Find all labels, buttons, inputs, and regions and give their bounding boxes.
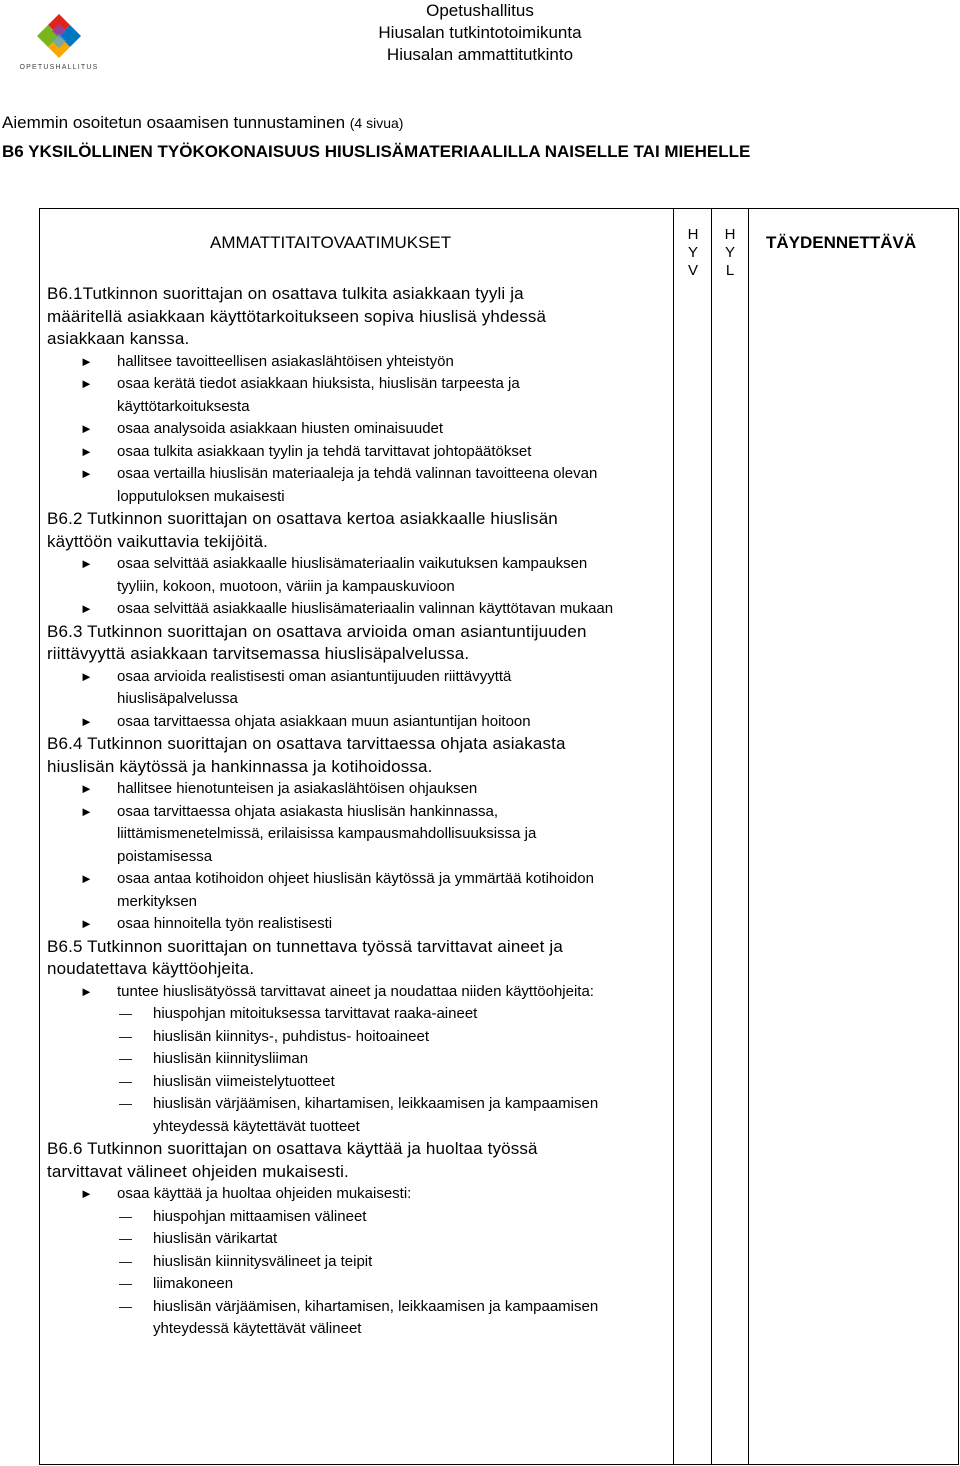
- list-item: [47, 913, 672, 936]
- triangle-bullet-icon: ►: [80, 781, 93, 796]
- requirement-section: [47, 283, 672, 508]
- list-item-text: hiuslisän värjäämisen, kihartamisen, leikkaamisen ja kampaamisen: [153, 1095, 599, 1112]
- list-item: [47, 981, 672, 1004]
- dash-bullet-icon: —: [119, 1208, 132, 1224]
- list-item-text: osaa selvittää asiakkaalle hiuslisämateriaalin valinnan käyttötavan mukaan: [117, 600, 614, 617]
- list-item-text: hiuslisän kiinnitysvälineet ja teipit: [153, 1252, 373, 1270]
- requirement-section: [47, 936, 672, 1139]
- section-heading-line: B6.4 Tutkinnon suorittajan on osattava tarvittaessa ohjata asiakasta: [47, 734, 566, 753]
- list-item-text: hiuslisän kiinnitysliiman: [153, 1050, 309, 1067]
- header-letter: Y: [724, 244, 735, 261]
- list-item: [47, 688, 672, 711]
- list-item: [47, 846, 672, 869]
- dash-bullet-icon: —: [119, 1096, 132, 1111]
- unit-title: B6 YKSILÖLLINEN TYÖKOKONAISUUS HIUSLISÄMATERIAALILLA NAISELLE TAI MIEHELLE: [2, 142, 751, 161]
- sub-list-item: [47, 1318, 672, 1341]
- document-title: [2, 113, 403, 133]
- list-item-text: yhteydessä käytettävät välineet: [153, 1320, 362, 1337]
- dash-bullet-icon: —: [119, 1253, 132, 1269]
- column-header-hyv: [675, 226, 711, 280]
- list-item: [47, 891, 672, 914]
- list-item-text: merkityksen: [117, 892, 198, 910]
- list-item-text: osaa käyttää ja huoltaa ohjeiden mukaisesti:: [117, 1185, 412, 1202]
- triangle-bullet-icon: ►: [80, 353, 93, 369]
- list-item: [47, 778, 672, 801]
- triangle-bullet-icon: ►: [80, 443, 93, 459]
- column-header-requirements: AMMATTITAITOVAATIMUKSET: [210, 233, 452, 252]
- section-heading-line: tarvittavat välineet ohjeiden mukaisesti.: [47, 1161, 349, 1181]
- sub-list-item: [47, 1026, 672, 1049]
- list-item-text: hiuslisän värikartat: [153, 1230, 278, 1247]
- section-heading-line: riittävyyttä asiakkaan tarvitsemassa hiuslisäpalvelussa.: [47, 644, 470, 663]
- list-item: [47, 351, 672, 374]
- dash-bullet-icon: —: [119, 1006, 132, 1021]
- section-heading-line: käyttöön vaikuttavia tekijöitä.: [47, 531, 269, 551]
- dash-bullet-icon: —: [119, 1051, 132, 1066]
- sub-list-item: [47, 1116, 672, 1139]
- sub-list-item: [47, 1093, 672, 1116]
- dash-bullet-icon: —: [119, 1298, 132, 1314]
- sub-list-item: [47, 1251, 672, 1274]
- triangle-bullet-icon: ►: [80, 376, 93, 391]
- list-item: [47, 801, 672, 824]
- column-header-hyl: [712, 226, 748, 280]
- header-letter: L: [725, 262, 735, 279]
- dash-bullet-icon: —: [119, 1231, 132, 1246]
- triangle-bullet-icon: ►: [80, 983, 93, 999]
- section-heading-line: hiuslisän käytössä ja hankinnassa ja kotihoidossa.: [47, 756, 433, 776]
- dash-bullet-icon: —: [119, 1073, 132, 1089]
- list-item-text: liimakoneen: [153, 1275, 234, 1292]
- list-item-text: hiuslisän värjäämisen, kihartamisen, leikkaamisen ja kampaamisen: [153, 1297, 599, 1315]
- list-item-text: käyttötarkoituksesta: [117, 397, 250, 415]
- list-item: [47, 396, 672, 419]
- list-item-text: hallitsee tavoitteellisen asiakaslähtöisen yhteistyön: [117, 352, 454, 370]
- list-item: [47, 711, 672, 734]
- section-heading-line: määritellä asiakkaan käyttötarkoitukseen sopiva hiuslisä yhdessä: [47, 306, 547, 326]
- column-divider: [673, 208, 674, 1465]
- column-header-supplement: TÄYDENNETTÄVÄ: [766, 233, 917, 252]
- triangle-bullet-icon: ►: [80, 713, 93, 729]
- requirements-content: [47, 283, 672, 1341]
- triangle-bullet-icon: ►: [80, 556, 93, 571]
- section-heading-line: B6.3 Tutkinnon suorittajan on osattava arvioida oman asiantuntijuuden: [47, 621, 587, 641]
- list-item-text: osaa vertailla hiuslisän materiaaleja ja tehdä valinnan tavoitteena olevan: [117, 465, 598, 482]
- list-item: [47, 823, 672, 846]
- triangle-bullet-icon: ►: [80, 803, 93, 819]
- section-heading-line: B6.6 Tutkinnon suorittajan on osattava käyttää ja huoltaa työssä: [47, 1139, 538, 1158]
- sub-list-item: [47, 1071, 672, 1094]
- list-item: [47, 666, 672, 689]
- header-letter: H: [724, 226, 736, 243]
- header-org: Opetushallitus: [426, 1, 534, 20]
- sub-list-item: [47, 1228, 672, 1251]
- triangle-bullet-icon: ►: [80, 466, 93, 481]
- dash-bullet-icon: —: [119, 1276, 132, 1291]
- sub-list-item: [47, 1206, 672, 1229]
- section-heading-line: asiakkaan kanssa.: [47, 329, 190, 348]
- list-item: [47, 1183, 672, 1206]
- list-item: [47, 463, 672, 486]
- triangle-bullet-icon: ►: [80, 871, 93, 886]
- list-item: [47, 441, 672, 464]
- section-heading-line: B6.2 Tutkinnon suorittajan on osattava kertoa asiakkaalle hiuslisän: [47, 509, 558, 528]
- list-item-text: hiuslisän viimeistelytuotteet: [153, 1072, 335, 1090]
- dash-bullet-icon: —: [119, 1028, 132, 1044]
- list-item-text: osaa selvittää asiakkaalle hiuslisämateriaalin vaikutuksen kampauksen: [117, 555, 588, 572]
- list-item-text: osaa tarvittaessa ohjata asiakkaan muun asiantuntijan hoitoon: [117, 712, 531, 730]
- sub-list-item: [47, 1296, 672, 1319]
- requirement-section: [47, 1138, 672, 1341]
- list-item-text: yhteydessä käytettävät tuotteet: [153, 1117, 360, 1135]
- header-letter: H: [687, 226, 699, 243]
- list-item-text: hiuspohjan mitoituksessa tarvittavat raaka-aineet: [153, 1005, 478, 1022]
- list-item: [47, 553, 672, 576]
- triangle-bullet-icon: ►: [80, 601, 93, 616]
- list-item-text: lopputuloksen mukaisesti: [117, 487, 285, 505]
- list-item-text: osaa kerätä tiedot asiakkaan hiuksista, hiuslisän tarpeesta ja: [117, 375, 520, 392]
- list-item-text: osaa arvioida realistisesti oman asiantuntijuuden riittävyyttä: [117, 667, 512, 685]
- list-item: [47, 576, 672, 599]
- list-item-text: tyyliin, kokoon, muotoon, väriin ja kampauskuvioon: [117, 577, 455, 595]
- list-item-text: poistamisessa: [117, 847, 213, 865]
- header-letter: Y: [687, 244, 698, 261]
- title-text: Aiemmin osoitetun osaamisen tunnustaminen: [2, 113, 346, 132]
- page-count: (4 sivua): [349, 115, 404, 131]
- header-committee: Hiusalan tutkintotoimikunta: [378, 23, 582, 42]
- list-item-text: tuntee hiuslisätyössä tarvittavat aineet ja noudattaa niiden käyttöohjeita:: [117, 982, 594, 1000]
- header-letter: V: [687, 262, 698, 279]
- list-item-text: hiuslisän kiinnitys-, puhdistus- hoitoaineet: [153, 1027, 429, 1045]
- header-degree: Hiusalan ammattitutkinto: [386, 45, 574, 64]
- triangle-bullet-icon: ►: [80, 916, 93, 931]
- list-item-text: osaa tulkita asiakkaan tyylin ja tehdä tarvittavat johtopäätökset: [117, 442, 532, 460]
- list-item-text: osaa antaa kotihoidon ohjeet hiuslisän käytössä ja ymmärtää kotihoidon: [117, 870, 594, 887]
- requirement-section: [47, 508, 672, 621]
- list-item-text: osaa tarvittaessa ohjata asiakasta hiuslisän hankinnassa,: [117, 802, 499, 820]
- sub-list-item: [47, 1273, 672, 1296]
- list-item: [47, 486, 672, 509]
- column-divider: [711, 208, 712, 1465]
- logo-text: OPETUSHALLITUS: [19, 64, 99, 71]
- section-heading-line: B6.5 Tutkinnon suorittajan on tunnettava työssä tarvittavat aineet ja: [47, 936, 563, 956]
- list-item: [47, 598, 672, 621]
- list-item: [47, 373, 672, 396]
- section-heading-line: noudatettava käyttöohjeita.: [47, 959, 255, 978]
- triangle-bullet-icon: ►: [80, 421, 93, 436]
- sub-list-item: [47, 1003, 672, 1026]
- list-item-text: osaa analysoida asiakkaan hiusten ominaisuudet: [117, 420, 444, 437]
- list-item-text: hiuspohjan mittaamisen välineet: [153, 1207, 367, 1225]
- column-divider: [748, 208, 749, 1465]
- list-item: [47, 868, 672, 891]
- sub-list-item: [47, 1048, 672, 1071]
- list-item-text: hiuslisäpalvelussa: [117, 690, 238, 707]
- list-item-text: liittämismenetelmissä, erilaisissa kampausmahdollisuuksissa ja: [117, 825, 537, 842]
- triangle-bullet-icon: ►: [80, 1186, 93, 1201]
- requirement-section: [47, 621, 672, 734]
- triangle-bullet-icon: ►: [80, 668, 93, 684]
- list-item-text: osaa hinnoitella työn realistisesti: [117, 915, 333, 932]
- section-heading-line: B6.1Tutkinnon suorittajan on osattava tulkita asiakkaan tyyli ja: [47, 284, 524, 303]
- list-item-text: hallitsee hienotunteisen ja asiakaslähtöisen ohjauksen: [117, 780, 478, 797]
- list-item: [47, 418, 672, 441]
- requirement-section: [47, 733, 672, 936]
